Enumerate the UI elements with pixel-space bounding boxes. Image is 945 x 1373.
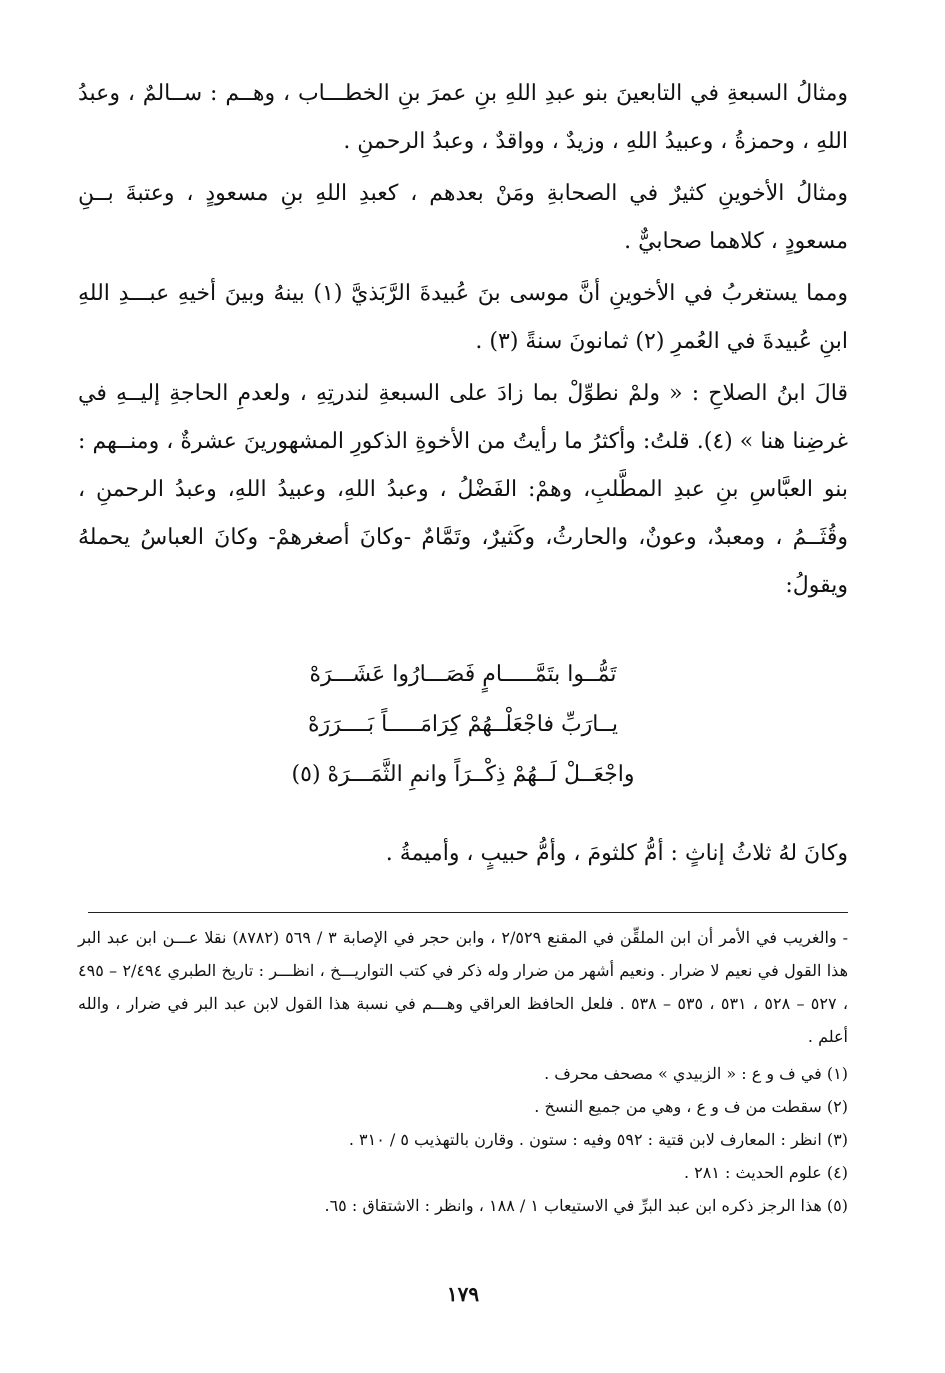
footnote-2: (٢) سقطت من ف و ع ، وهي من جميع النسخ . <box>534 1097 848 1116</box>
paragraph-two-brothers: ومثالُ الأخوينِ كثيرٌ في الصحابةِ ومَنْ بعدهم ، كعبدِ اللهِ بنِ مسعودٍ ، وعتبةَ بــنِ مسعودٍ ، كلاهما صحابيٌّ . <box>78 181 848 254</box>
closing-sentence: وكانَ لهُ ثلاثُ إناثٍ : أمُّ كلثومَ ، وأمُّ حبيبٍ ، وأميمةُ . <box>385 841 848 866</box>
footnotes <box>78 921 848 1222</box>
paragraph-ibn-al-salah: قالَ ابنُ الصلاحِ : « ولمْ نطوِّلْ بما زادَ على السبعةِ لندرتِهِ ، ولعدمِ الحاجةِ إليــهِ في غرضِنا هنا » (٤). قلتُ: وأكثرُ ما رأيتُ من الأخوةِ الذكورِ المشهورينَ عشرةٌ ، ومنــهم : بنو العبَّاسِ بنِ عبدِ المطَّلبِ، وهمْ: الفَضْلُ ، وعبدُ اللهِ، وعبيدُ اللهِ، وعبدُ الرحمنِ ، وقُثَــمُ ، ومعبدٌ، وعونٌ، والحارثُ، وكَثيرٌ، وتَمَّامٌ -وكانَ أصغرهمْ- وكانَ العباسُ يحملهُ ويقولُ: <box>78 381 849 598</box>
footnote-3: (٣) انظر : المعارف لابن قتية : ٥٩٢ وفيه : ستون . وقارن بالتهذيب ٥ / ٣١٠ . <box>348 1130 848 1149</box>
paragraph-musa-ibn-ubayda: ومما يستغربُ في الأخوينِ أنَّ موسى بنَ عُبيدةَ الرَّبَذيَّ (١) بينهُ وبينَ أخيهِ عبـــدِ اللهِ ابنِ عُبيدةَ في العُمرِ (٢) ثمانونَ سنةً (٣) . <box>78 281 848 354</box>
poem-verse: واجْعَــلْ لَــهُمْ ذِكْــرَاً وانمِ الثَّمَـــرَهْ (٥) <box>291 762 635 787</box>
paragraph-seven-brothers: ومثالُ السبعةِ في التابعينَ بنو عبدِ اللهِ بنِ عمرَ بنِ الخطـــاب ، وهــم : ســالمٌ ، وعبدُ اللهِ ، وحمزةُ ، وعبيدُ اللهِ ، وزيدٌ ، وواقدٌ ، وعبدُ الرحمنِ . <box>78 81 848 154</box>
footnote-1: (١) في ف و ع : « الزبيدي » مصحف محرف . <box>544 1064 848 1083</box>
document-page <box>78 70 848 1330</box>
poem <box>203 650 723 800</box>
main-text <box>78 70 848 610</box>
poem-verse: يــارَبِّ فاجْعَلْــهُمْ كِرَامَـــــاً بَــــرَرَهْ <box>307 712 619 737</box>
footnote-separator <box>88 912 848 913</box>
footnote-continuation: - والغريب في الأمر أن ابن الملقِّن في المقنع ٢/٥٢٩ ، وابن حجر في الإصابة ٣ / ٥٦٩ (٨٧٨٢) نقلا عـــن ابن عبد البر هذا القول في نعيم لا ضرار . ونعيم أشهر من ضرار وله ذكر في كتب التواريـــخ ، انظـــر : تاريخ الطبري ٢/٤٩٤ – ٤٩٥ ، ٥٢٧ – ٥٢٨ ، ٥٣١ ، ٥٣٥ – ٥٣٨ . فلعل الحافظ العراقي وهـــم في نسبة هذا القول لابن عبد البر في ضرار ، والله أعلم . <box>78 928 849 1046</box>
poem-verse: تَمُّــوا بتَمَّـــــامٍ فَصَـــارُوا عَشَـــرَهْ <box>309 662 617 687</box>
footnote-5: (٥) هذا الرجز ذكره ابن عبد البرِّ في الاستيعاب ١ / ١٨٨ ، وانظر : الاشتقاق : ٦٥. <box>324 1196 848 1215</box>
footnote-4: (٤) علوم الحديث : ٢٨١ . <box>684 1163 848 1182</box>
page-number: ١٧٩ <box>446 1282 480 1306</box>
